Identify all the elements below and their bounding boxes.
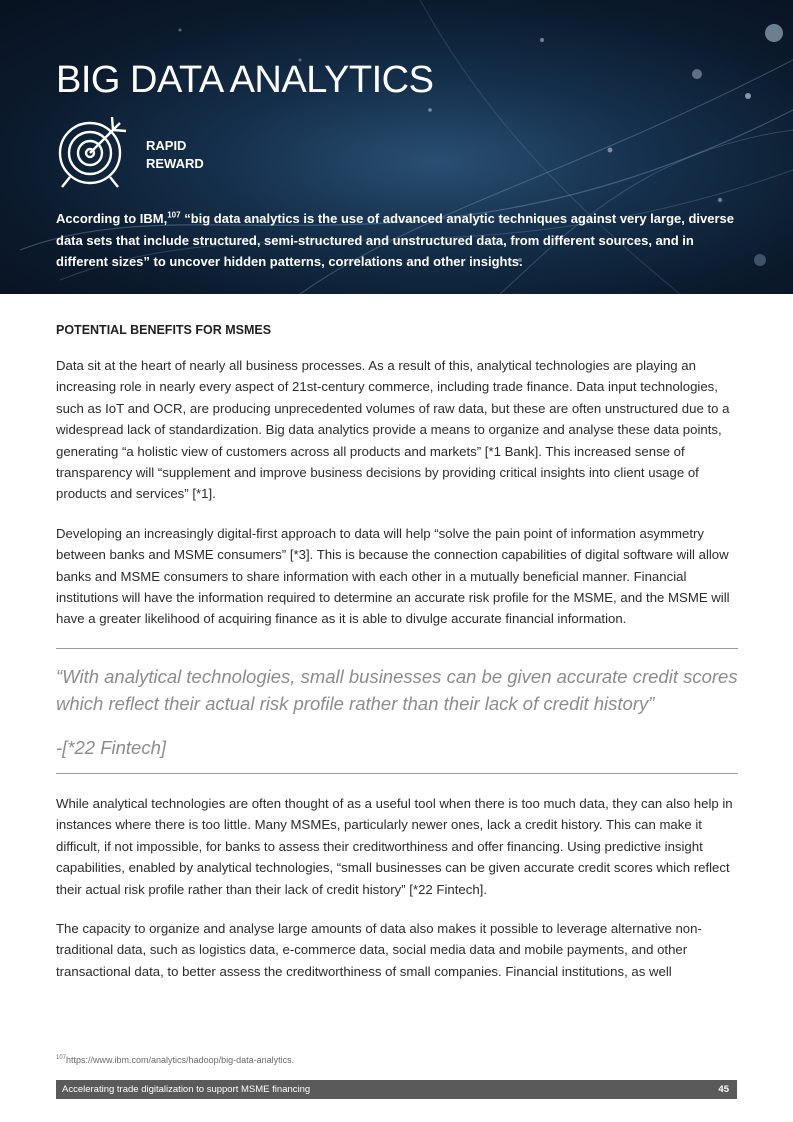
main-content (56, 321, 738, 1000)
footnote-marker[interactable]: 107 (167, 210, 181, 220)
section-heading: POTENTIAL BENEFITS FOR MSMES (56, 323, 272, 337)
hero-banner (0, 0, 793, 294)
footnote-link[interactable]: https://www.ibm.com/analytics/hadoop/big-data-analytics. (66, 1055, 295, 1065)
intro-text: “big data analytics is the use of advanced analytic techniques against very large, diverse data sets that include structured, semi-structured and unstructured data, from different sources, and in different sizes” to uncover hidden patterns, correlations and other insights. (56, 211, 735, 269)
page-number: 45 (718, 1084, 729, 1095)
body-paragraph-2: Developing an increasingly digital-first approach to data will help “solve the pain point of information asymmetry between banks and MSME consumers” [*3]. This is because the connection capabilities of digital software will allow banks and MSME consumers to share information with each other in a mutually beneficial manner. Financial institutions will have the information required to determine an accurate risk profile for the MSME, and the MSME will have a greater likelihood of acquiring finance as it is able to divulge accurate financial information. (56, 525, 730, 627)
body-paragraph-4: The capacity to organize and analyse large amounts of data also makes it possible to leverage alternative non-traditional data, such as logistics data, e-commerce data, social media data and mobile payments, and other transactional data, to better assess the creditworthiness of small companies. Financial institutions, as well (56, 920, 702, 979)
intro-lead: According to IBM, (56, 211, 168, 226)
footnote-number: 107 (56, 1055, 67, 1061)
badge-line-2: REWARD (146, 156, 204, 171)
quote-source: -[*22 Fintech] (56, 736, 167, 758)
body-paragraph-3: While analytical technologies are often thought of as a useful tool when there is too much data, they can also help in instances where there is too little. Many MSMEs, particularly newer ones, lack a credit history. This can make it difficult, if not impossible, for banks to assess their creditworthiness and offer financing. Using predictive insight capabilities, enabled by analytical technologies, “small businesses can be given accurate credit scores which reflect their actual risk profile rather than their lack of credit history” [*22 Fintech]. (56, 795, 733, 897)
pull-quote (56, 648, 738, 774)
intro-paragraph (56, 208, 742, 273)
footer-title: Accelerating trade digitalization to support MSME financing (62, 1084, 311, 1095)
rapid-reward-badge (146, 137, 204, 173)
page-title: BIG DATA ANALYTICS (56, 59, 434, 101)
footnote (56, 1055, 294, 1065)
target-icon (56, 113, 132, 189)
badge-line-1: RAPID (146, 138, 187, 153)
quote-text: “With analytical technologies, small businesses can be given accurate credit scores which reflect their actual risk profile rather than their lack of credit history” (56, 665, 738, 714)
body-paragraph-1: Data sit at the heart of nearly all business processes. As a result of this, analytical technologies are playing an increasing role in nearly every aspect of 21st-century commerce, including trade finance. Data input technologies, such as IoT and OCR, are producing unprecedented volumes of raw data, but these are often unstructured due to a widespread lack of standardization. Big data analytics provide a means to organize and analyse these data points, generating “a holistic view of customers across all products and markets” [*1 Bank]. This increased sense of transparency will “supplement and improve business decisions by providing critical insights into client usage of products and services” [*1]. (56, 358, 730, 502)
page-footer (56, 1080, 737, 1099)
